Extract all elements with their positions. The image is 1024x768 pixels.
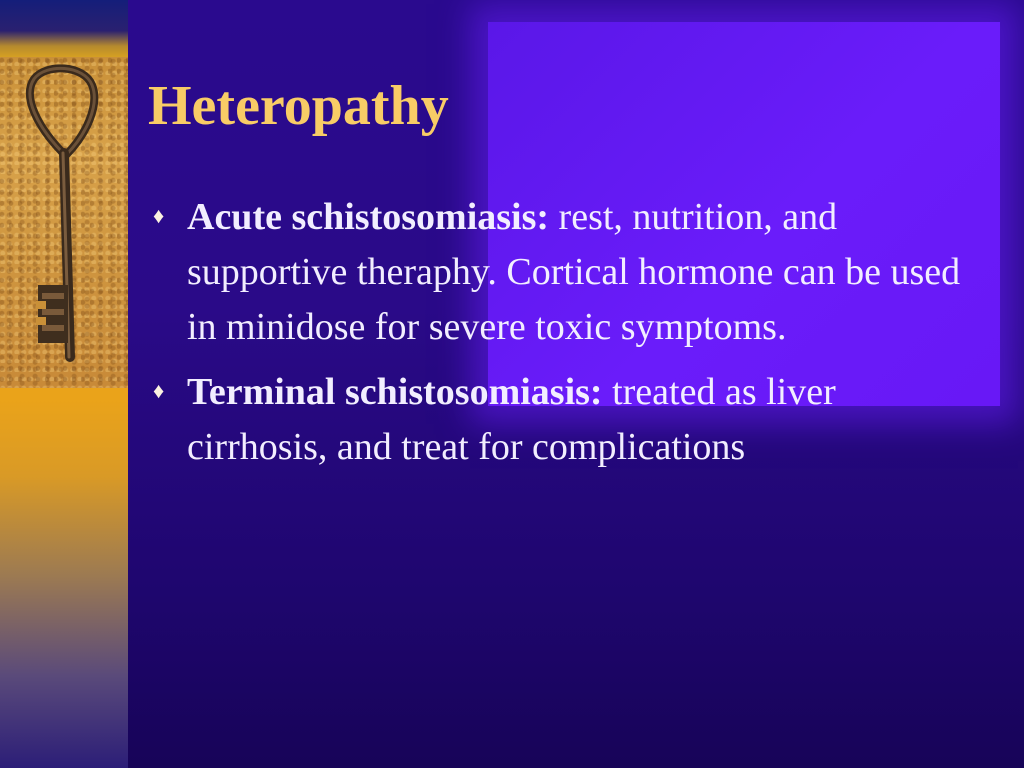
bullet-term: Terminal schistosomiasis: — [187, 371, 603, 413]
diamond-bullet-icon: ♦ — [153, 378, 165, 403]
key-image — [0, 57, 128, 388]
bullet-description: treated as liver cirrhosis, and treat for complications — [187, 371, 836, 468]
bullet-item — [150, 365, 980, 475]
bullet-description: rest, nutrition, and supportive theraphy. Cortical hormone can be used in minidose for severe toxic symptoms. — [187, 196, 961, 348]
bullet-term: Acute schistosomiasis: — [187, 196, 550, 238]
key-icon — [0, 57, 128, 388]
bullet-text — [187, 365, 980, 475]
diamond-bullet-icon: ♦ — [153, 203, 165, 228]
bullet-list — [150, 190, 980, 485]
slide-title: Heteropathy — [148, 75, 449, 137]
bullet-text — [187, 190, 980, 355]
bullet-item — [150, 190, 980, 355]
